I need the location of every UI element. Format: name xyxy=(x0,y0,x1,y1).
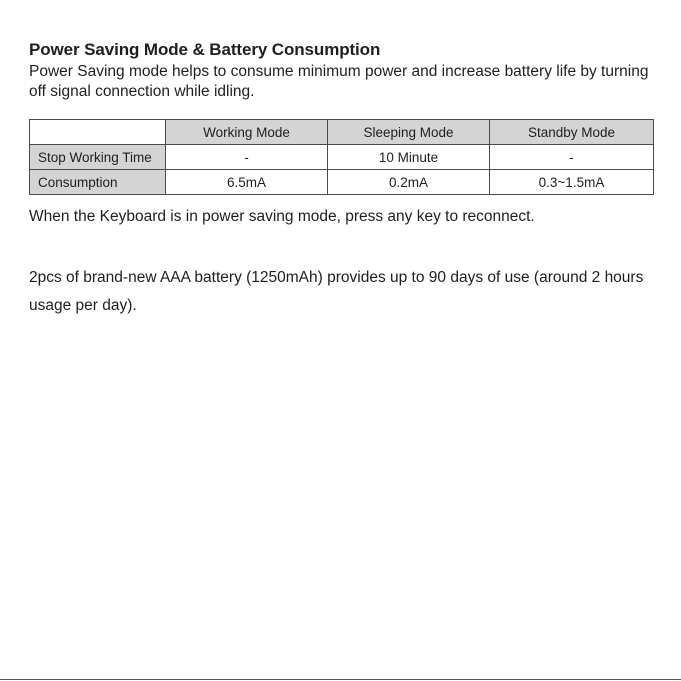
section-title: Power Saving Mode & Battery Consumption xyxy=(29,40,381,59)
table-cell: - xyxy=(166,145,328,170)
table-header-row xyxy=(30,120,654,145)
battery-info-paragraph: 2pcs of brand-new AAA battery (1250mAh) provides up to 90 days of use (around 2 hours usage per day). xyxy=(29,269,644,314)
table-cell: 0.3~1.5mA xyxy=(490,170,654,195)
row-header-stop-working-time: Stop Working Time xyxy=(30,145,166,170)
column-header-working-mode: Working Mode xyxy=(166,120,328,145)
table-row xyxy=(30,145,654,170)
reconnect-note: When the Keyboard is in power saving mode, press any key to reconnect. xyxy=(29,208,535,225)
table-cell: - xyxy=(490,145,654,170)
table-cell: 10 Minute xyxy=(328,145,490,170)
column-header-sleeping-mode: Sleeping Mode xyxy=(328,120,490,145)
row-header-consumption: Consumption xyxy=(30,170,166,195)
table-corner-cell xyxy=(30,120,166,145)
table-cell: 6.5mA xyxy=(166,170,328,195)
intro-paragraph: Power Saving mode helps to consume minimum power and increase battery life by turning off signal connection while idling. xyxy=(29,63,649,100)
power-consumption-table xyxy=(29,119,654,195)
table-cell: 0.2mA xyxy=(328,170,490,195)
table-row xyxy=(30,170,654,195)
column-header-standby-mode: Standby Mode xyxy=(490,120,654,145)
page-bottom-divider xyxy=(0,679,681,680)
